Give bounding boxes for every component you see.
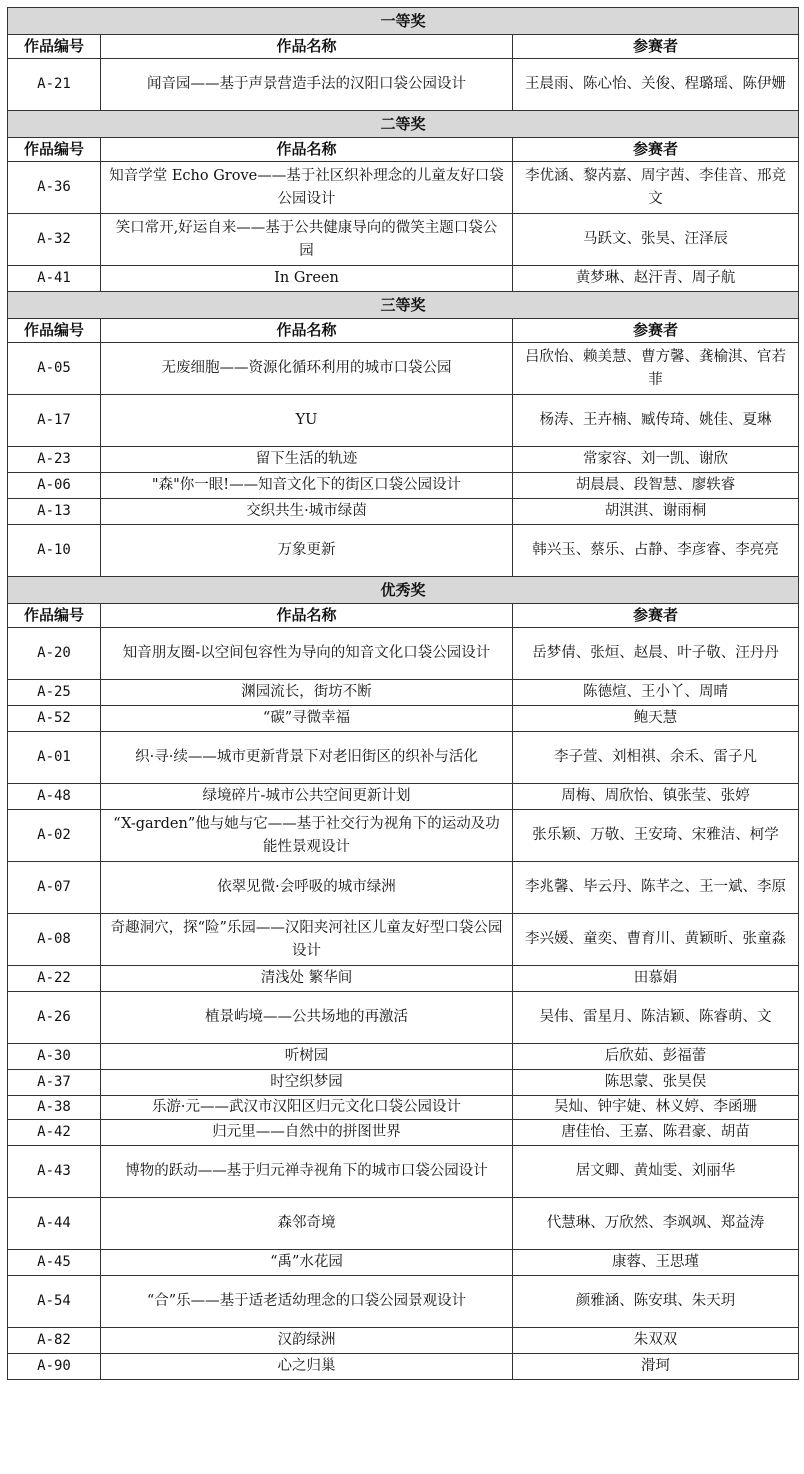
entry-title: 无废细胞——资源化循环利用的城市口袋公园 [101, 343, 513, 395]
entry-code: A-22 [8, 966, 101, 992]
entry-authors: 唐佳怡、王嘉、陈君豪、胡苗 [513, 1120, 799, 1146]
table-row [8, 706, 799, 732]
entry-code: A-06 [8, 473, 101, 499]
section-title: 三等奖 [8, 292, 799, 319]
entry-title: 奇趣洞穴，探“险”乐园——汉阳夹河社区儿童友好型口袋公园设计 [101, 914, 513, 966]
entry-code: A-25 [8, 680, 101, 706]
entry-code: A-30 [8, 1044, 101, 1070]
section-heading-row [8, 8, 799, 35]
table-row [8, 473, 799, 499]
column-header-authors: 参赛者 [513, 319, 799, 343]
entry-code: A-20 [8, 628, 101, 680]
entry-code: A-36 [8, 162, 101, 214]
entry-code: A-42 [8, 1120, 101, 1146]
section-title: 一等奖 [8, 8, 799, 35]
entry-authors: 代慧琳、万欣然、李飒飒、郑益涛 [513, 1198, 799, 1250]
entry-title: 植景屿境——公共场地的再激活 [101, 992, 513, 1044]
column-header-row [8, 604, 799, 628]
entry-code: A-17 [8, 395, 101, 447]
entry-authors: 张乐颖、万敬、王安琦、宋雅洁、柯学 [513, 810, 799, 862]
table-row [8, 214, 799, 266]
section-title: 优秀奖 [8, 577, 799, 604]
entry-title: 笑口常开,好运自来——基于公共健康导向的微笑主题口袋公园 [101, 214, 513, 266]
entry-code: A-54 [8, 1276, 101, 1328]
table-row [8, 499, 799, 525]
entry-title: 闻音园——基于声景营造手法的汉阳口袋公园设计 [101, 59, 513, 111]
entry-authors: 黄梦琳、赵汗青、周子航 [513, 266, 799, 292]
entry-authors: 吴伟、雷星月、陈洁颖、陈睿萌、文 [513, 992, 799, 1044]
table-row [8, 162, 799, 214]
entry-authors: 吕欣怡、赖美慧、曹方馨、龚榆淇、官若菲 [513, 343, 799, 395]
entry-code: A-08 [8, 914, 101, 966]
table-row [8, 525, 799, 577]
entry-authors: 李兴媛、童奕、曹育川、黄颖昕、张童淼 [513, 914, 799, 966]
entry-authors: 居文卿、黄灿雯、刘丽华 [513, 1146, 799, 1198]
entry-code: A-05 [8, 343, 101, 395]
column-header-title: 作品名称 [101, 319, 513, 343]
entry-title: 知音学堂 Echo Grove——基于社区织补理念的儿童友好口袋公园设计 [101, 162, 513, 214]
entry-code: A-41 [8, 266, 101, 292]
entry-code: A-43 [8, 1146, 101, 1198]
entry-title: 留下生活的轨迹 [101, 447, 513, 473]
entry-authors: 杨涛、王卉楠、臧传琦、姚佳、夏琳 [513, 395, 799, 447]
table-row [8, 992, 799, 1044]
entry-authors: 李兆馨、毕云丹、陈芊之、王一斌、李原 [513, 862, 799, 914]
table-row [8, 1120, 799, 1146]
table-row [8, 1096, 799, 1120]
entry-code: A-82 [8, 1328, 101, 1354]
entry-title: 博物的跃动——基于归元禅寺视角下的城市口袋公园设计 [101, 1146, 513, 1198]
entry-title: 知音朋友圈-以空间包容性为导向的知音文化口袋公园设计 [101, 628, 513, 680]
table-row [8, 1328, 799, 1354]
entry-code: A-01 [8, 732, 101, 784]
table-row [8, 59, 799, 111]
entry-authors: 岳梦倩、张烜、赵晨、叶子敬、汪丹丹 [513, 628, 799, 680]
awards-table-wrapper [7, 7, 798, 1380]
entry-authors: 鲍天慧 [513, 706, 799, 732]
entry-authors: 陈思蒙、张昊俣 [513, 1070, 799, 1096]
table-row [8, 1198, 799, 1250]
entry-authors: 胡晨晨、段智慧、廖轶睿 [513, 473, 799, 499]
table-row [8, 784, 799, 810]
entry-code: A-37 [8, 1070, 101, 1096]
column-header-row [8, 138, 799, 162]
entry-title: “合”乐——基于适老适幼理念的口袋公园景观设计 [101, 1276, 513, 1328]
entry-authors: 后欣茹、彭福蕾 [513, 1044, 799, 1070]
entry-code: A-48 [8, 784, 101, 810]
column-header-title: 作品名称 [101, 35, 513, 59]
column-header-authors: 参赛者 [513, 138, 799, 162]
entry-authors: 吴灿、钟宇婕、林义婷、李函珊 [513, 1096, 799, 1120]
entry-authors: 韩兴玉、蔡乐、占静、李彦睿、李亮亮 [513, 525, 799, 577]
entry-title: 听树园 [101, 1044, 513, 1070]
column-header-row [8, 319, 799, 343]
entry-code: A-32 [8, 214, 101, 266]
entry-authors: 马跃文、张昊、汪泽辰 [513, 214, 799, 266]
table-row [8, 447, 799, 473]
entry-authors: 胡淇淇、谢雨桐 [513, 499, 799, 525]
column-header-code: 作品编号 [8, 138, 101, 162]
table-row [8, 914, 799, 966]
section-heading-row [8, 292, 799, 319]
column-header-authors: 参赛者 [513, 604, 799, 628]
awards-table [7, 7, 799, 1380]
entry-title: 渊园流长，街坊不断 [101, 680, 513, 706]
section-title: 二等奖 [8, 111, 799, 138]
entry-title: 心之归巢 [101, 1354, 513, 1380]
entry-title: YU [101, 395, 513, 447]
entry-title: “碳”寻微幸福 [101, 706, 513, 732]
table-row [8, 1070, 799, 1096]
entry-code: A-02 [8, 810, 101, 862]
entry-authors: 朱双双 [513, 1328, 799, 1354]
entry-title: 时空织梦园 [101, 1070, 513, 1096]
entry-authors: 王晨雨、陈心怡、关俊、程璐瑶、陈伊姗 [513, 59, 799, 111]
table-row [8, 680, 799, 706]
column-header-title: 作品名称 [101, 604, 513, 628]
entry-authors: 周梅、周欣怡、镇张莹、张婷 [513, 784, 799, 810]
column-header-code: 作品编号 [8, 319, 101, 343]
entry-authors: 田慕娟 [513, 966, 799, 992]
entry-title: 汉韵绿洲 [101, 1328, 513, 1354]
entry-title: “X-garden”他与她与它——基于社交行为视角下的运动及功能性景观设计 [101, 810, 513, 862]
entry-code: A-44 [8, 1198, 101, 1250]
entry-title: 绿境碎片-城市公共空间更新计划 [101, 784, 513, 810]
entry-code: A-52 [8, 706, 101, 732]
entry-title: 归元里——自然中的拼图世界 [101, 1120, 513, 1146]
entry-code: A-10 [8, 525, 101, 577]
entry-code: A-45 [8, 1250, 101, 1276]
entry-title: 依翠见微·会呼吸的城市绿洲 [101, 862, 513, 914]
table-row [8, 266, 799, 292]
entry-authors: 陈德煊、王小丫、周晴 [513, 680, 799, 706]
entry-code: A-90 [8, 1354, 101, 1380]
entry-authors: 康蓉、王思瑾 [513, 1250, 799, 1276]
entry-title: “禹”水花园 [101, 1250, 513, 1276]
entry-code: A-38 [8, 1096, 101, 1120]
entry-title: In Green [101, 266, 513, 292]
entry-authors: 李优涵、黎芮嘉、周宇茜、李佳音、邢竞文 [513, 162, 799, 214]
table-row [8, 1146, 799, 1198]
entry-code: A-13 [8, 499, 101, 525]
entry-code: A-21 [8, 59, 101, 111]
section-heading-row [8, 111, 799, 138]
table-row [8, 1276, 799, 1328]
column-header-code: 作品编号 [8, 604, 101, 628]
entry-title: 清浅处 繁华间 [101, 966, 513, 992]
entry-title: 森邻奇境 [101, 1198, 513, 1250]
entry-title: "森"你一眼!——知音文化下的街区口袋公园设计 [101, 473, 513, 499]
section-heading-row [8, 577, 799, 604]
entry-title: 乐游·元——武汉市汉阳区归元文化口袋公园设计 [101, 1096, 513, 1120]
table-row [8, 810, 799, 862]
entry-code: A-07 [8, 862, 101, 914]
entry-title: 万象更新 [101, 525, 513, 577]
table-row [8, 732, 799, 784]
entry-authors: 李子萱、刘相祺、余禾、雷子凡 [513, 732, 799, 784]
table-row [8, 628, 799, 680]
entry-title: 交织共生·城市绿茵 [101, 499, 513, 525]
entry-code: A-26 [8, 992, 101, 1044]
table-row [8, 862, 799, 914]
table-row [8, 1044, 799, 1070]
column-header-row [8, 35, 799, 59]
entry-title: 织·寻·续——城市更新背景下对老旧街区的织补与活化 [101, 732, 513, 784]
table-row [8, 1354, 799, 1380]
column-header-title: 作品名称 [101, 138, 513, 162]
entry-authors: 滑珂 [513, 1354, 799, 1380]
table-row [8, 343, 799, 395]
entry-code: A-23 [8, 447, 101, 473]
column-header-code: 作品编号 [8, 35, 101, 59]
table-row [8, 1250, 799, 1276]
table-row [8, 966, 799, 992]
entry-authors: 常家容、刘一凯、谢欣 [513, 447, 799, 473]
table-row [8, 395, 799, 447]
column-header-authors: 参赛者 [513, 35, 799, 59]
awards-table-body [8, 8, 799, 1380]
entry-authors: 颜雅涵、陈安琪、朱天玥 [513, 1276, 799, 1328]
